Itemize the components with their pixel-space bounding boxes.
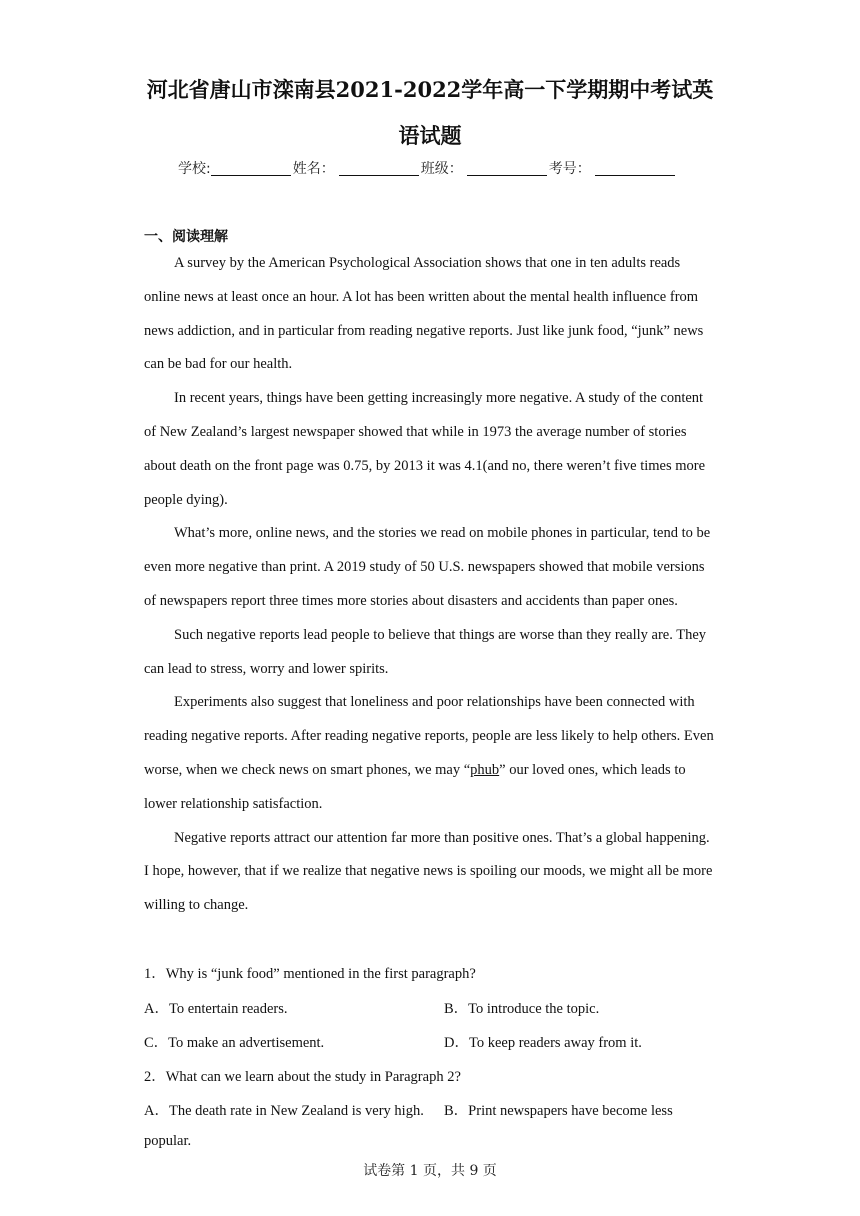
exam-number-blank [595,161,675,176]
question-1-stem: 1．Why is “junk food” mentioned in the first paragraph? [144,966,476,982]
question-1-option-c: C．To make an advertisement. [144,1035,325,1051]
paragraph-2: In recent years, things have been getting increasingly more negative. A study of the content of New Zealand’s largest newspaper showed that while in 1973 the average number of stories about death on the front page was 0.75, by 2013 it was 4.1(and no, there weren’t five times more people dying). [144,390,706,508]
question-2-option-b: B．Print newspapers have become less [444,1103,673,1119]
class-blank [467,161,547,176]
section-heading: 一、阅读理解 [144,229,228,245]
school-label: 学校: [178,161,211,177]
question-1-option-b: B．To introduce the topic. [444,1001,600,1017]
paragraph-1: A survey by the American Psychological Association shows that one in ten adults reads online news at least once an hour. A lot has been written about the mental health influence from news addiction, and in particular from reading negative reports. Just like junk food, “junk” news can be bad for our health. [144,255,704,373]
paragraph-5-part-a: Experiments also suggest that loneliness and poor relationships have been connected with reading negative reports. After reading negative reports, people are less likely to help others. Even worse, when we check news on smart phones, we may “ [144,694,714,778]
paragraph-5-part-b: ” our loved ones, which leads to lower relationship satisfaction. [144,761,686,812]
exam-title-line-1: 河北省唐山市滦南县2021-2022学年高一下学期期中考试英 [146,77,714,102]
class-label: 班级： [420,161,463,177]
student-info-row [178,158,677,178]
name-blank [339,161,419,176]
question-2-option-b-continued: popular. [144,1133,192,1149]
reading-passage [144,247,716,923]
school-blank [211,161,291,176]
paragraph-4: Such negative reports lead people to believe that things are worse than they really are. They can lead to stress, worry and lower spirits. [144,626,707,677]
paragraph-5 [144,686,716,821]
question-2-stem: 2．What can we learn about the study in Paragraph 2? [144,1069,461,1085]
exam-number-label: 考号： [548,161,591,177]
page-footer: 试卷第 1 页，共 9 页 [363,1163,497,1179]
paragraph-6: Negative reports attract our attention far more than positive ones. That’s a global happening. I hope, however, that if we realize that negative news is spoiling our moods, we might all be more willing to change. [144,829,713,914]
question-2-option-a: A．The death rate in New Zealand is very high. [144,1103,424,1119]
exam-title-line-2: 语试题 [398,123,462,148]
name-label: 姓名： [292,161,335,177]
paragraph-3: What’s more, online news, and the stories we read on mobile phones in particular, tend to be even more negative than print. A 2019 study of 50 U.S. newspapers showed that mobile versions of newspapers report three times more stories about disasters and accidents than paper ones. [144,525,711,609]
question-1-option-a: A．To entertain readers. [144,1001,288,1017]
question-1-option-d: D．To keep readers away from it. [444,1035,642,1051]
underlined-word: phub [470,761,500,778]
